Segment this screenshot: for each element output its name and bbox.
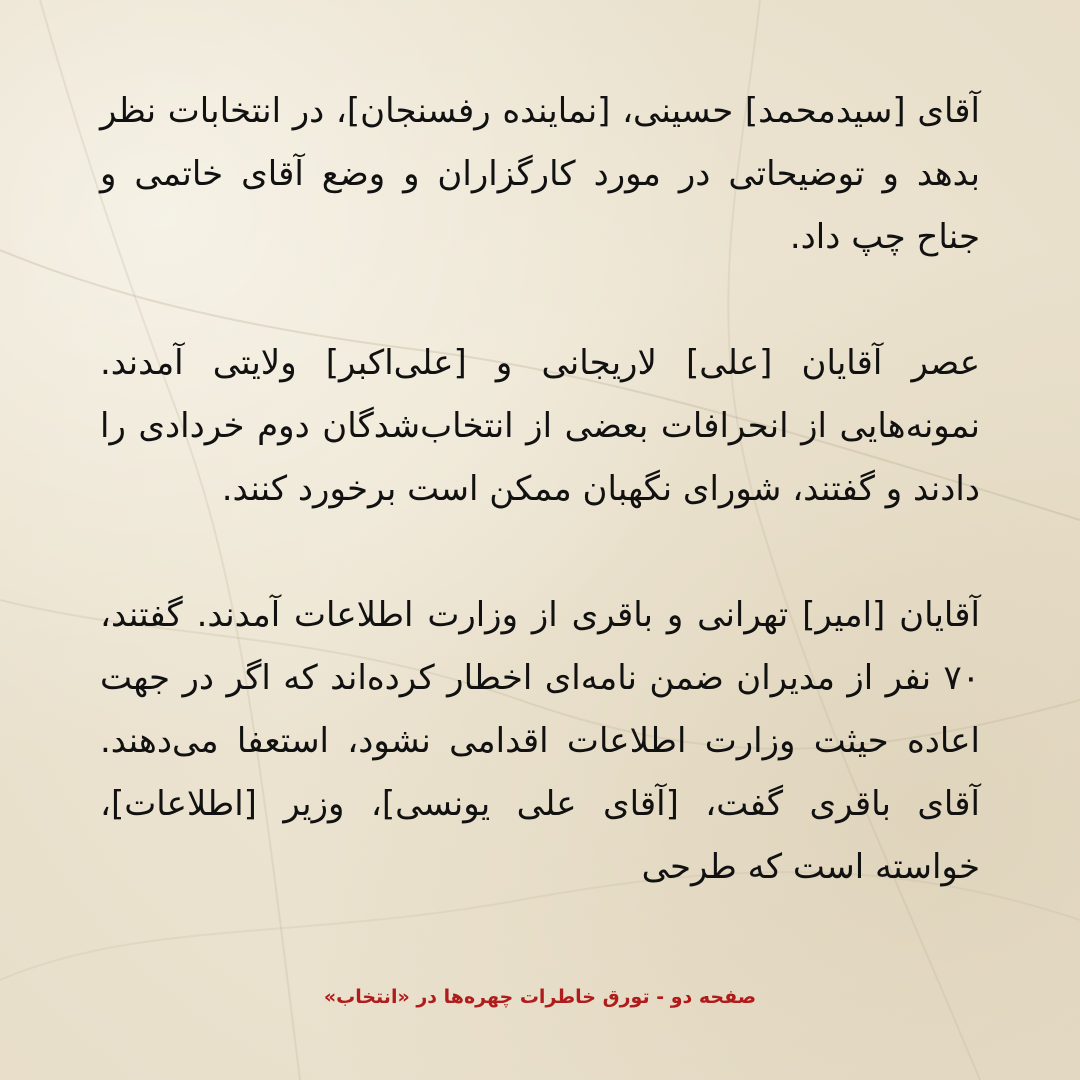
paragraph-2: عصر آقایان [علی] لاریجانی و [علی‌اکبر] ولایتی آمدند. نمونه‌هایی از انحرافات بعضی از انتخاب‌شدگان دوم خردادی را دادند و گفتند، شورای نگهبان ممکن است برخورد کنند. — [100, 343, 980, 509]
footer-caption: صفحه دو - تورق خاطرات چهره‌ها در «انتخاب» — [323, 986, 757, 1008]
paragraph-3: آقایان [امیر] تهرانی و باقری از وزارت اطلاعات آمدند. گفتند، ۷۰ نفر از مدیران ضمن نامه‌ای اخطار کرده‌اند که اگر در جهت اعاده حیثت وزارت اطلاعات اقدامی نشود، استعفا می‌دهند. آقای باقری گفت، [آقای علی یونسی]، وزیر [اطلاعات]، خواسته است که طرحی — [100, 595, 980, 887]
article-body — [100, 80, 980, 899]
paragraph-1: آقای [سیدمحمد] حسینی، [نماینده رفسنجان]، در انتخابات نظر بدهد و توضیحاتی در مورد کارگزاران و وضع آقای خاتمی و جناح چپ داد. — [100, 91, 980, 257]
